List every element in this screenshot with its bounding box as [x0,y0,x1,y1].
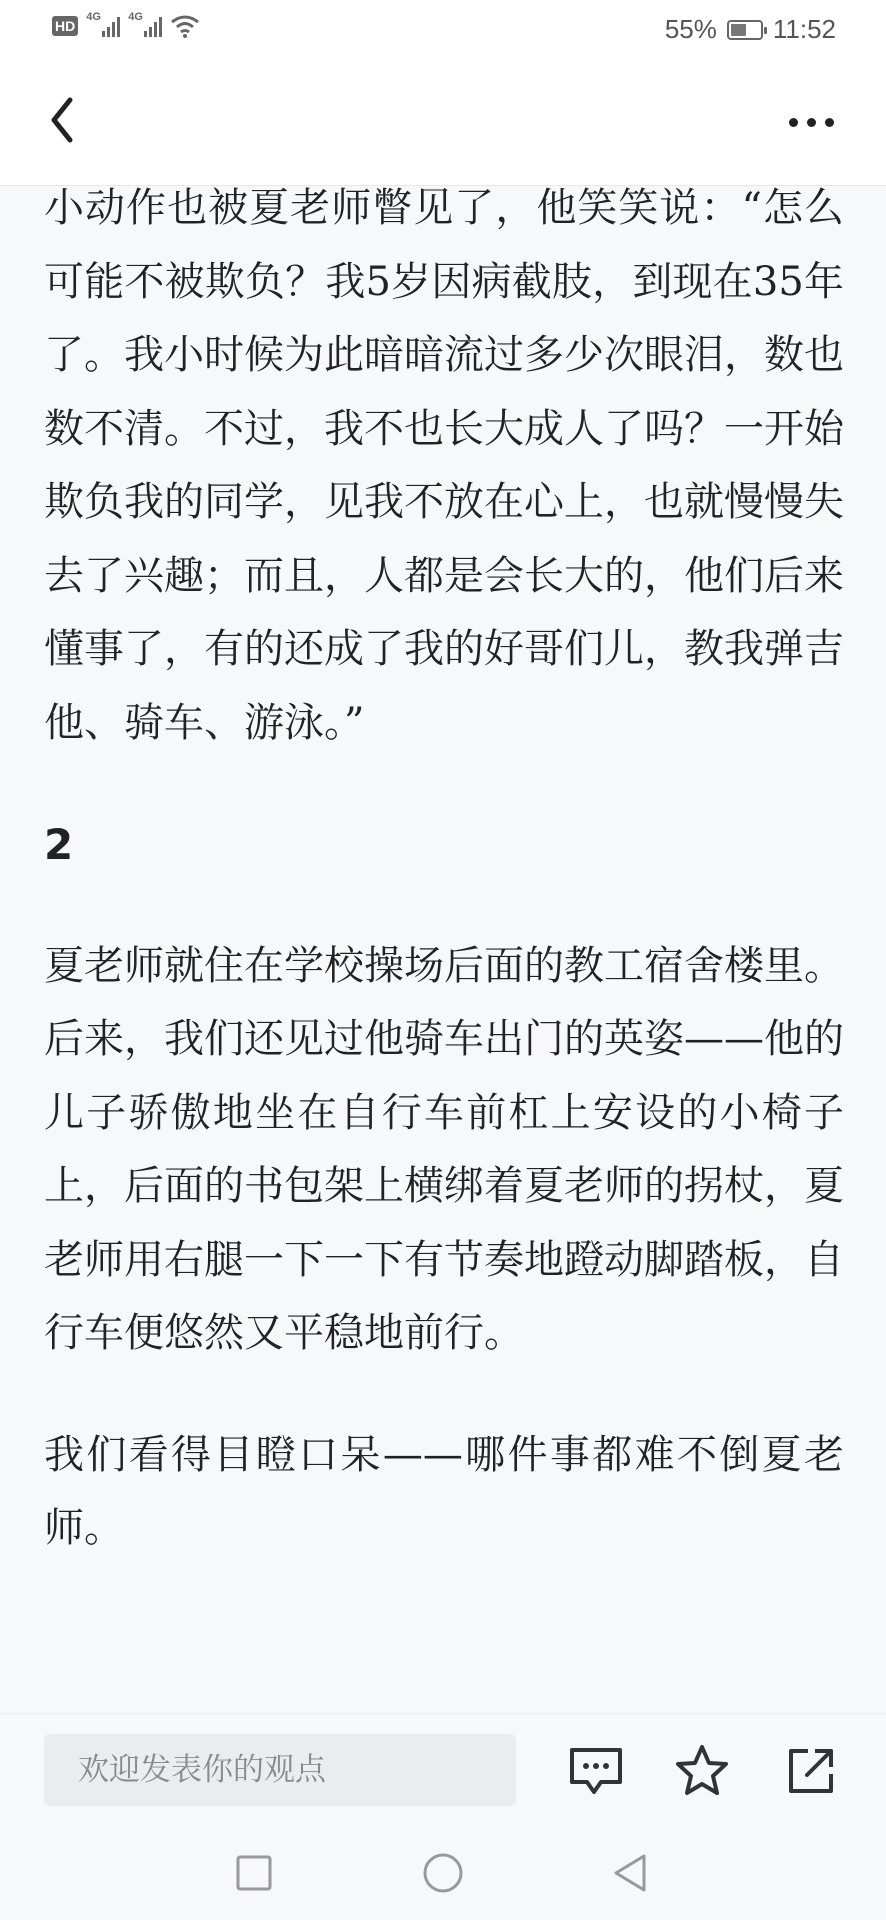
article-paragraph: 我们看得目瞪口呆——哪件事都难不倒夏老师。 [44,1431,844,1551]
sim2-network-label: 4G [128,11,143,23]
paragraph-gap [44,760,844,808]
more-dot [807,118,816,127]
status-left [52,11,200,38]
article-content [44,172,844,1712]
hd-badge: HD [52,16,78,36]
chevron-left-icon [40,92,100,152]
share-icon [782,1742,840,1800]
comment-bubble-icon [567,1742,625,1800]
sim1-network-label: 4G [86,11,101,23]
top-nav [0,60,886,186]
clock: 11:52 [772,14,836,44]
back-button[interactable] [40,92,100,152]
sim2-signal-icon [128,11,162,37]
recents-button[interactable] [232,1851,276,1895]
circle-icon [421,1851,465,1895]
more-button[interactable] [776,92,846,152]
article-paragraph: 夏老师就住在学校操场后面的教工宿舍楼里。后来，我们还见过他骑车出门的英姿——他的儿子骄傲地坐在自行车前杠上安设的小椅子上，后面的书包架上横绑着夏老师的拐杖，夏老师用右腿一下一下有节奏地蹬动脚踏板，自行车便悠然又平稳地前行。 [44,942,844,1356]
sim1-signal-icon [86,11,120,37]
home-button[interactable] [421,1851,465,1895]
more-dot [789,118,798,127]
comment-input[interactable]: 欢迎发表你的观点 [44,1734,516,1806]
android-nav-bar [0,1823,886,1920]
section-number: 2 [44,820,74,869]
system-back-button[interactable] [608,1851,652,1895]
comment-bar [0,1713,886,1824]
favorite-button[interactable] [673,1742,731,1800]
battery-percent: 55% [664,14,717,44]
battery-level [731,24,746,36]
article-paragraph: 小动作也被夏老师瞥见了，他笑笑说：“怎么可能不被欺负？我5岁因病截肢，到现在35年了。我小时候为此暗暗流过多少次眼泪，数也数不清。不过，我不也长大成人了吗？一开始欺负我的同学，见我不放在心上，也就慢慢失去了兴趣；而且，人都是会长大的，他们后来懂事了，有的还成了我的好哥们儿，教我弹吉他、骑车、游泳。” [44,185,844,746]
more-dot [825,118,834,127]
paragraph-gap [44,882,844,930]
wifi-icon [170,14,200,38]
star-icon [673,1742,731,1800]
battery-icon [727,20,763,40]
status-right [665,14,836,45]
triangle-back-icon [608,1851,652,1895]
paragraph-gap [44,1371,844,1419]
comments-button[interactable] [567,1742,625,1800]
share-button[interactable] [782,1742,840,1800]
square-icon [232,1851,276,1895]
status-bar [0,0,886,60]
